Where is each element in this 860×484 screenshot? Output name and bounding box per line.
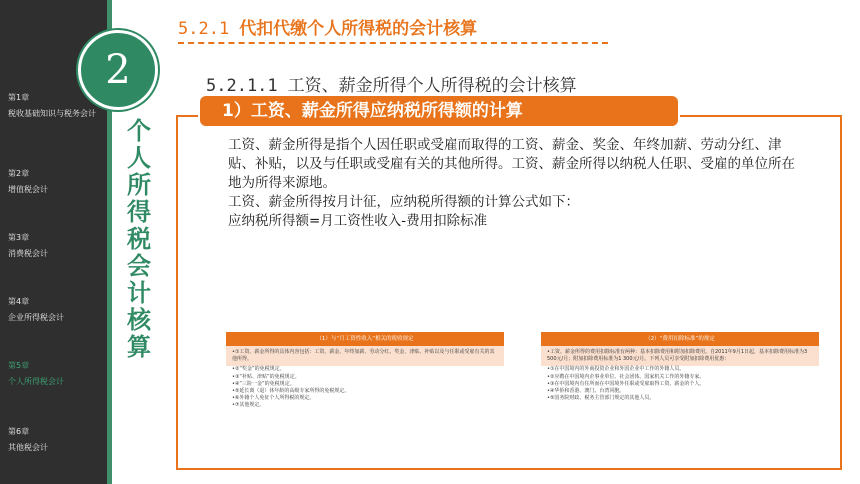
sidebar-item-chapter-3[interactable] — [8, 232, 103, 260]
paragraph: 工资、薪金所得按月计征，应纳税所得额的计算公式如下： — [228, 194, 579, 210]
note-item: •④华侨和香港、澳门、台湾同胞。 — [547, 388, 625, 395]
section-heading-number: 5.2.1 — [178, 19, 230, 39]
section-number-badge: 2 — [78, 30, 158, 110]
note-card-summary: •工资、薪金所得的费用扣除标准有两种：基本扣除费用和附加扣除费用。自2011年9月1日起，基本扣除费用标准为3 500元/月；附加扣除费用标准为1 300元/月。下列人员可享受附加扣除费用优惠： — [541, 346, 819, 366]
chapter-number: 第3章 — [8, 233, 30, 242]
formula: 应纳税所得额=月工资性收入-费用扣除标准 — [228, 213, 488, 229]
chapter-title: 消费税会计 — [8, 249, 48, 258]
note-card-title: （1）与“月工资性收入”相关的税收规定 — [226, 332, 504, 346]
note-item: •②应聘在中国境内企事业单位、社会团体、国家机关工作的外籍专家。 — [547, 373, 705, 380]
chapter-title: 企业所得税会计 — [8, 313, 64, 322]
chapter-title: 增值税会计 — [8, 185, 48, 194]
subsection-heading-number: 5.2.1.1 — [206, 76, 278, 96]
note-card-right — [541, 332, 819, 402]
note-item: •⑤国务院财政、税务主管部门规定的其他人员。 — [547, 395, 655, 402]
sidebar-item-chapter-5[interactable] — [8, 360, 103, 388]
section-heading — [178, 14, 477, 39]
chapter-title: 个人所得税会计 — [8, 377, 64, 386]
note-item: •②“奖金”的免税规定。 — [232, 366, 285, 373]
chapter-number: 第2章 — [8, 169, 30, 178]
sidebar-item-chapter-2[interactable] — [8, 168, 103, 196]
vertical-section-title: 个人所得税会计核算 — [127, 117, 151, 361]
section-tab — [200, 96, 678, 126]
section-heading-text: 代扣代缴个人所得税的会计核算 — [239, 19, 478, 39]
note-item: •①在中国境内的外商投资企业和外国企业中工作的外籍人员。 — [547, 366, 685, 373]
subsection-heading-text: 工资、薪金所得个人所得税的会计核算 — [287, 76, 577, 96]
sidebar-item-chapter-4[interactable] — [8, 296, 103, 324]
note-card-summary: •①工资、薪金所得的具体内容包括：工资、薪金、年终加薪、劳动分红、奖金、津贴、补贴以及与任职或受雇有关的其他所得。 — [226, 346, 504, 366]
body-text — [228, 136, 798, 231]
chapter-number: 第6章 — [8, 427, 30, 436]
note-item: •⑥外籍个人免征个人所得税的规定。 — [232, 395, 315, 402]
chapter-title: 税收基础知识与税务会计 — [8, 109, 96, 118]
chapter-number: 第4章 — [8, 297, 30, 306]
note-item: •④“三险一金”的免税规定。 — [232, 380, 295, 387]
sidebar-item-chapter-6[interactable] — [8, 426, 103, 454]
note-item: •③在中国境内有住所而在中国境外任职或受雇取得工资、薪金的个人。 — [547, 380, 705, 387]
chapter-title: 其他税会计 — [8, 443, 48, 452]
paragraph: 工资、薪金所得是指个人因任职或受雇而取得的工资、薪金、奖金、年终加薪、劳动分红、津贴、补贴，以及与任职或受雇有关的其他所得。工资、薪金所得以纳税人任职、受雇的单位所在地为所得来源地。 — [228, 137, 795, 191]
note-item: •⑦其他规定。 — [232, 402, 265, 409]
note-item: •③“补贴、津贴”的免税规定。 — [232, 373, 300, 380]
subsection-heading — [206, 71, 577, 96]
chapter-number: 第5章 — [8, 361, 30, 370]
note-card-title: （2）“费用扣除标准”的规定 — [541, 332, 819, 346]
dashed-divider — [178, 42, 608, 44]
section-tab-label: 1）工资、薪金所得应纳税所得额的计算 — [222, 101, 523, 121]
chapter-number: 第1章 — [8, 93, 30, 102]
note-card-left — [226, 332, 504, 410]
note-item: •⑤延长离（退）休年龄的高级专家所得的免税规定。 — [232, 388, 350, 395]
